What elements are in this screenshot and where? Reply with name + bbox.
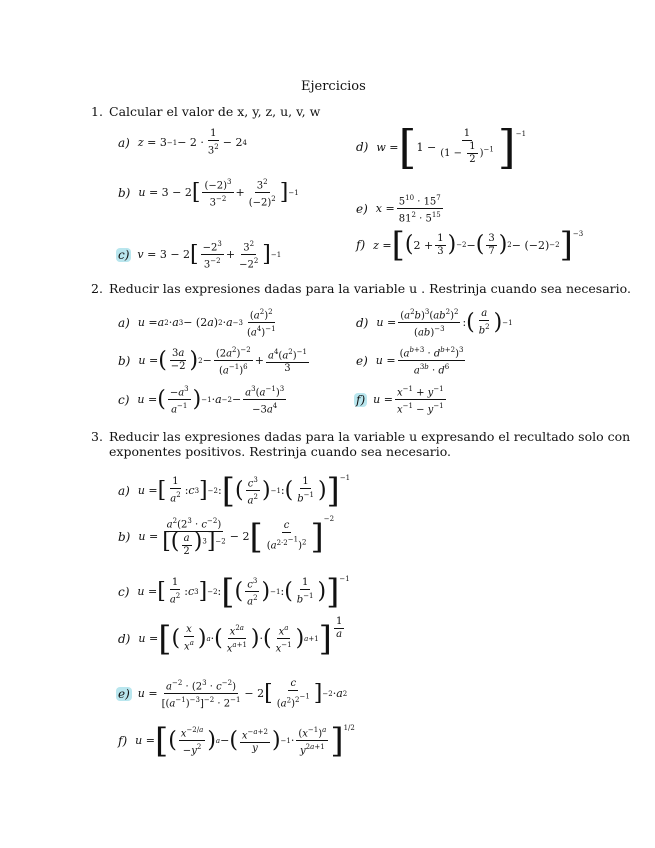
question-3-line1: Reducir las expresiones dadas para la variable u expresando el recultado solo con [109,429,631,444]
expr-2a: u = a 2 · a 3 − (2 a ) 2 · a −3 $\frac{(a^2)^2}{(a^4)^{-1}}$ [137,308,276,339]
exercise-2d [356,306,513,340]
expr-1f: z = [ ( 2 + $\frac{1}{3}$ ) −2 − ( $\frac{3}{7}$ ) 2 − (−2) −2 ] $^{-3}$ [373,225,584,265]
expr-2b: u = ( $\frac{3a}{-2}$ ) 2 − $\frac{(2a^2)^{-2}}{(a^{-1})^6}$ + $\frac{a^4(a^2)^{-1}}{3}$ [138,346,307,377]
expr-3e: u = $\frac{a^{-2} \cdot (2^3 \cdot c^{-2})}{[(a^{-1})^{-3}]^{-2} \cdot 2^{-1}}$ − 2 [ $\frac{c}{(a^2)^{2^{-1}}}$ ] −2 · a 2 [137,677,348,710]
question-3-line-2: exponentes positivos. Restrinja cuando sea necesario. [109,444,452,459]
label-1b: b) [118,185,131,200]
label-3c: c) [118,584,130,599]
label-2a: a) [118,315,130,330]
label-2d: d) [356,315,369,330]
expr-2f: u = $\frac{x^{-1} + y^{-1}}{x^{-1} - y^{-1}}$ [373,385,444,416]
label-1c: c) [118,247,130,262]
expr-1e: x = $\frac{5^{10} \cdot 15^7}{81^2 \cdot 5^{15}}$ [375,194,441,225]
label-1a: a) [118,135,130,150]
expr-1b: u = 3 − 2 [ $\frac{(-2)^3}{3^{-2}}$ + $\frac{3^2}{(-2)^2}$ ] −1 [138,178,299,209]
label-3e: e) [118,686,130,701]
exercise-3f [118,720,355,761]
exercise-3e [116,677,347,711]
label-1e: e) [356,201,368,216]
expr-2e: u = $\frac{(a^{b+3} \cdot d^{b+2})^3}{a^{3b} \cdot d^6}$ [375,346,464,377]
exercise-1d [356,120,527,174]
expr-2d: u = $\frac{(a^2b)^3(ab^2)^2}{(ab)^{-3}}$ : ( $\frac{a}{b^2}$ ) −1 [376,308,513,339]
label-2e: e) [356,353,368,368]
exercise-2a [118,306,280,340]
question-1-number: 1. [91,104,103,119]
question-2 [91,281,631,296]
exercise-1a [118,128,247,157]
question-3-number: 3. [91,429,103,444]
exercise-3a [118,470,351,511]
label-1f: f) [356,238,366,252]
question-2-number: 2. [91,281,103,296]
page-title: Ejercicios [301,79,366,94]
exercise-2e [356,344,467,378]
question-1 [91,104,320,119]
exercise-2f [354,383,448,417]
question-1-text: Calcular el valor de x, y, z, u, v, w [109,104,321,119]
expr-3c: u = [ $\frac{1}{a^2}$ : c 3 ] −2 : [ ( $\frac{c^3}{a^2}$ ) −1 : ( $\frac{1}{b^{-1}}$ ) ] $^{-1}$ [137,571,350,612]
label-3f: f) [118,733,128,748]
label-3b: b) [118,529,131,544]
question-3 [91,429,630,444]
label-1d: d) [356,140,369,154]
exercise-2b [118,344,311,378]
exercise-3d [118,616,346,659]
expr-3a: u = [ $\frac{1}{a^2}$ : c 3 ] −2 : [ ( $\frac{c^3}{a^2}$ ) −1 : ( $\frac{1}{b^{-1}}$ ) ] $^{-1}$ [137,470,351,511]
expr-2c: u = ( $\frac{-a^3}{a^{-1}}$ ) −1 · a −2 − $\frac{a^3(a^{-1})^3}{-3a^4}$ [137,385,285,416]
expr-3f: u = [ ( $\frac{x^{-2/a}}{-y^2}$ ) a − ( $\frac{x^{-a+2}}{y}$ ) −1 · $\frac{(x^{-1})^a}{y^{2a+1}}$ ] $^{1/2}$ [135,720,355,761]
exercise-1b [118,176,299,210]
expr-3b: u = $a^2(2^3 \cdot c^{-2})$ [( $\frac{a}{2}$ )$^3$]$^{-2}$ − 2 [ $\frac{c}{(a^{2\cdot 2^{-1}})^2}$ ] $^{-2}$ [138,515,335,558]
exercise-1f [356,225,584,265]
label-2c: c) [118,392,130,407]
label-3a: a) [118,483,130,498]
exercise-1e [356,192,445,226]
exercise-3c [118,571,350,612]
expr-1d: w = [ 1 − 1 (1 − $\frac{1}{2}$ )$^{-1}$ ] $^{-1}$ [376,120,527,174]
expr-3d: u = [ ( $\frac{x}{x^a}$ ) a · ( $\frac{x^{2a}}{x^{a+1}}$ ) · ( $\frac{x^a}{x^{-1}}$ ) a+1 ] $\frac{1}{a}$ [138,616,343,659]
exercise-3b [118,515,334,558]
label-2b: b) [118,353,131,368]
question-2-text: Reducir las expresiones dadas para la variable u . Restrinja cuando sea necesario. [109,281,631,296]
label-2f: f) [356,392,366,407]
expr-1c: v = 3 − 2 [ $\frac{-2^3}{3^{-2}}$ + $\frac{3^2}{-2^2}$ ] −1 [137,240,282,271]
expr-1a: z = 3 −1 − 2 · $\frac{1}{3^2}$ − 2 4 [137,128,247,157]
exercise-1c [116,238,281,272]
label-3d: d) [118,631,131,646]
exercise-2c [118,383,288,417]
